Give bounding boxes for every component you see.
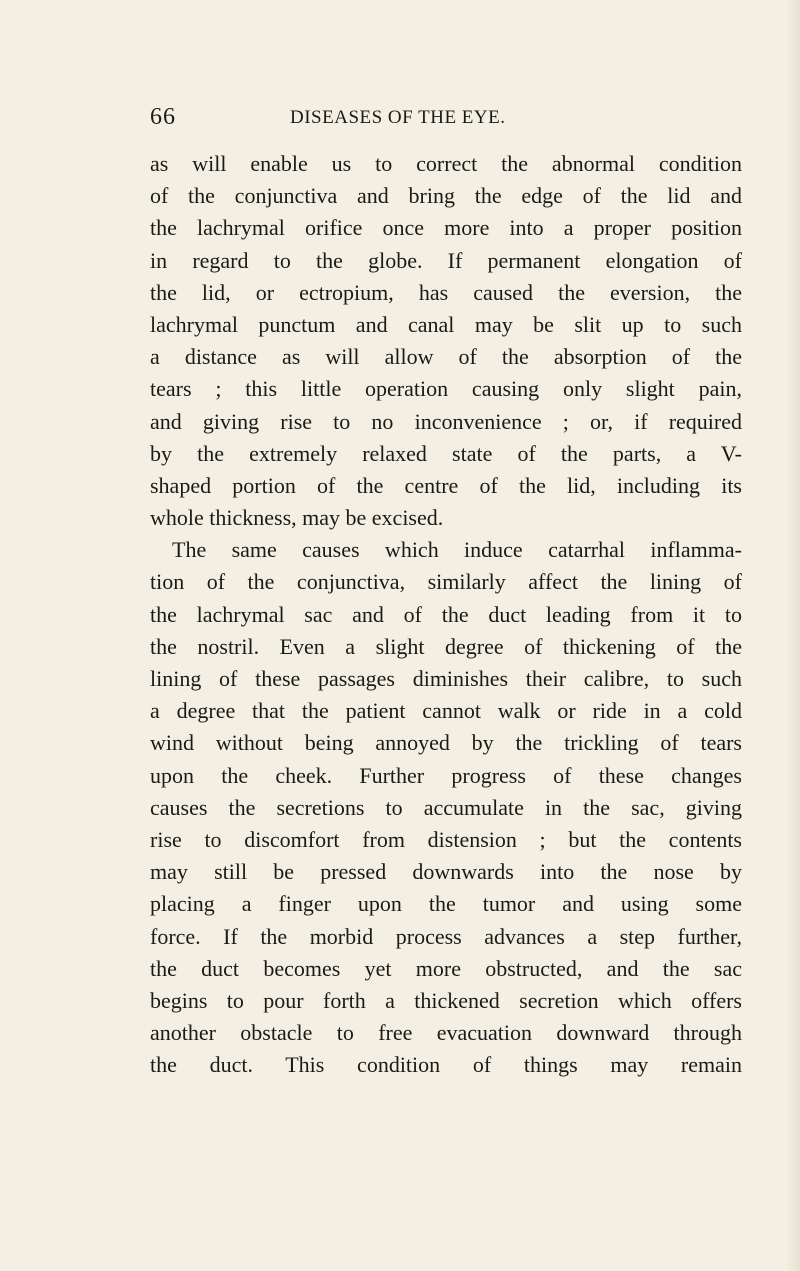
page-edge-shadow	[786, 0, 800, 1271]
text-line: lining of these passages diminishes their calibre, to such	[150, 666, 742, 691]
paragraph-start-line: The same causes which induce catarrhal inflamma-	[172, 537, 742, 563]
text-line: as will enable us to correct the abnormal condition	[150, 151, 742, 176]
text-line: the duct. This condition of things may remain	[150, 1052, 742, 1078]
text-line: the lachrymal sac and of the duct leading from it to	[150, 601, 742, 627]
text-line: wind without being annoyed by the trickling of tears	[150, 730, 742, 756]
text-line: rise to discomfort from distension ; but the contents	[150, 826, 742, 852]
text-line: begins to pour forth a thickened secretion which offers	[150, 987, 742, 1013]
text-line: causes the secretions to accumulate in the sac, giving	[150, 794, 742, 820]
body-text	[150, 148, 742, 1081]
text-line: the nostril. Even a slight degree of thickening of the	[150, 633, 742, 659]
text-line: the lachrymal orifice once more into a proper position	[150, 215, 742, 241]
paragraph-end-line: whole thickness, may be excised.	[150, 505, 444, 531]
text-line: another obstacle to free evacuation downward through	[150, 1020, 742, 1046]
text-line: a distance as will allow of the absorption of the	[150, 344, 742, 370]
text-line: tears ; this little operation causing only slight pain,	[150, 376, 742, 402]
text-line: a degree that the patient cannot walk or ride in a cold	[150, 698, 742, 724]
text-line: the lid, or ectropium, has caused the eversion, the	[150, 279, 742, 305]
text-line: placing a finger upon the tumor and using some	[150, 891, 742, 917]
text-line: in regard to the globe. If permanent elongation of	[150, 247, 742, 273]
text-line: the duct becomes yet more obstructed, and the sac	[150, 955, 742, 981]
text-line: lachrymal punctum and canal may be slit up to such	[150, 311, 742, 337]
text-line: upon the cheek. Further progress of these changes	[150, 762, 742, 788]
running-head: DISEASES OF THE EYE.	[290, 107, 506, 128]
text-line: force. If the morbid process advances a step further,	[150, 923, 742, 949]
text-line: of the conjunctiva and bring the edge of the lid and	[150, 183, 742, 209]
text-line: may still be pressed downwards into the nose by	[150, 859, 742, 885]
text-line: by the extremely relaxed state of the parts, a V-	[150, 440, 742, 466]
text-line: shaped portion of the centre of the lid, including its	[150, 472, 742, 498]
text-line: tion of the conjunctiva, similarly affect the lining of	[150, 569, 742, 595]
page-number: 66	[150, 104, 176, 130]
page-header	[150, 104, 740, 134]
text-line: and giving rise to no inconvenience ; or, if required	[150, 408, 742, 434]
